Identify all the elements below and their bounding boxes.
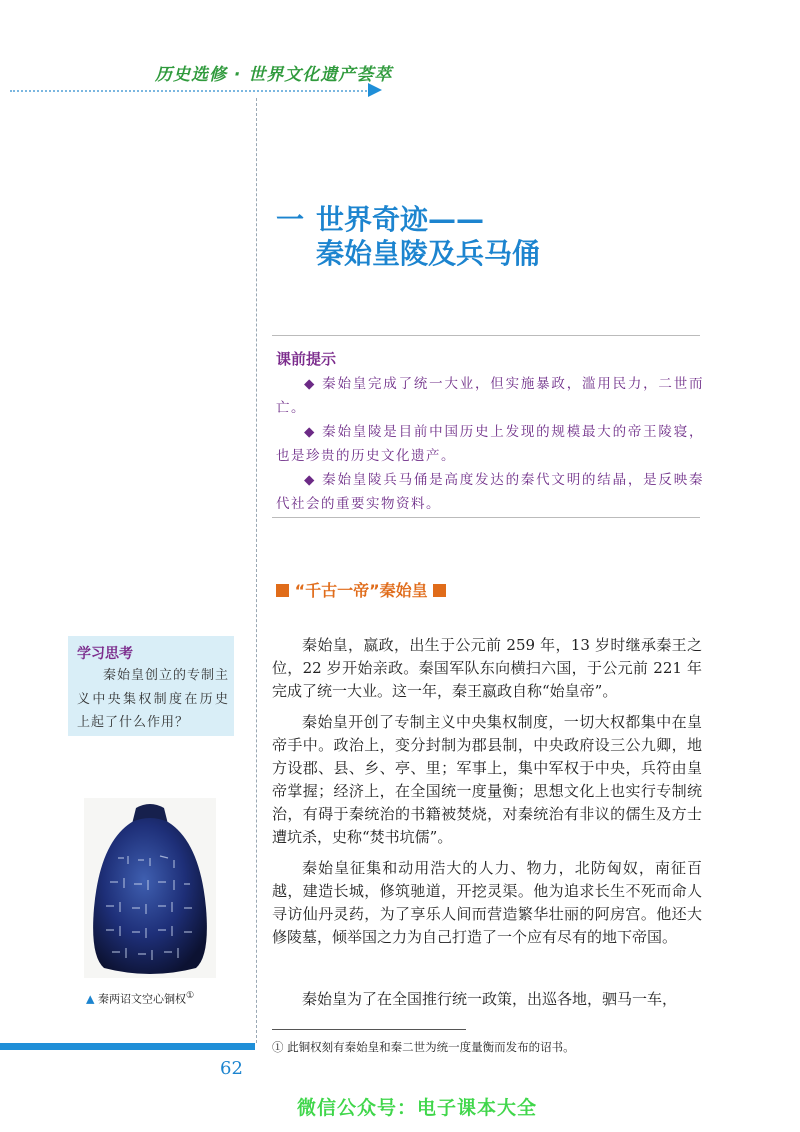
body-paragraph: 秦始皇征集和动用浩大的人力、物力，北防匈奴，南征百越，建造长城，修筑驰道，开挖灵渠。他为追求长生不死而命人寻访仙丹灵药，为了享乐人间而营造繁华壮丽的阿房宫。他还大修陵墓，倾举国之力为自己打造了一个应有尽有的地下帝国。	[272, 859, 702, 946]
preview-tip	[276, 420, 704, 468]
bronze-weight-image	[84, 798, 216, 978]
header-dotted-rule	[10, 90, 370, 92]
preview-top-rule	[272, 335, 700, 336]
body-paragraph: 秦始皇为了在全国推行统一政策，出巡各地，驷马一车，	[302, 990, 678, 1008]
preview-bottom-rule	[272, 517, 700, 518]
section-heading	[276, 578, 446, 601]
arrow-right-icon	[368, 83, 382, 97]
chapter-title-line2: 秦始皇陵及兵马俑	[316, 237, 541, 270]
square-marker-icon	[433, 584, 446, 597]
footer-bar	[0, 1043, 255, 1050]
preview-tip-text: 秦始皇陵是目前中国历史上发现的规模最大的帝王陵寝，也是珍贵的历史文化遗产。	[276, 424, 704, 464]
preview-tip-text: 秦始皇陵兵马俑是高度发达的秦代文明的结晶，是反映秦代社会的重要实物资料。	[276, 472, 704, 512]
body-paragraph: 秦始皇，嬴政，出生于公元前 259 年，13 岁时继承秦王之位，22 岁开始亲政。秦国军队东向横扫六国，于公元前 221 年完成了统一大业。这一年，秦王嬴政自称“始皇帝”。	[272, 636, 702, 700]
chapter-title-line1: 世界奇迹——	[316, 203, 485, 236]
margin-divider	[256, 98, 257, 1043]
study-question-title: 学习思考	[77, 646, 133, 662]
preview-tip	[276, 468, 704, 516]
footnote: ① 此铜权刻有秦始皇和秦二世为统一度量衡而发布的诏书。	[272, 1040, 575, 1054]
page-number: 62	[220, 1058, 243, 1079]
preview-heading: 课前提示	[276, 350, 337, 368]
running-header: 历史选修 · 世界文化遗产荟萃	[155, 65, 393, 85]
diamond-bullet-icon: ◆	[304, 376, 317, 392]
preview-tip-text: 秦始皇完成了统一大业，但实施暴政，滥用民力，二世而亡。	[276, 376, 704, 416]
square-marker-icon	[276, 584, 289, 597]
footnote-rule	[272, 1029, 466, 1030]
diamond-bullet-icon: ◆	[304, 424, 317, 440]
figure-caption	[86, 990, 194, 1007]
figure-caption-text: 秦两诏文空心铜权	[97, 992, 186, 1006]
preview-tip	[276, 372, 704, 420]
chapter-number: 一	[276, 203, 305, 236]
footnote-marker: ①	[185, 990, 195, 1001]
section-heading-text: “千古一帝”秦始皇	[294, 581, 428, 600]
body-paragraph: 秦始皇开创了专制主义中央集权制度，一切大权都集中在皇帝手中。政治上，变分封制为郡县制，中央政府设三公九卿，地方设郡、县、乡、亭、里；军事上，集中军权于中央，兵符由皇帝掌握；经济上，在全国统一度量衡；思想文化上也实行专制统治，有碍于秦统治的书籍被焚烧，对秦统治有非议的儒生及方士遭坑杀，史称“焚书坑儒”。	[272, 713, 702, 846]
watermark: 微信公众号：电子课本大全	[297, 1097, 538, 1119]
diamond-bullet-icon: ◆	[304, 472, 317, 488]
study-question-text: 秦始皇创立的专制主义中央集权制度在历史上起了什么作用？	[77, 668, 230, 730]
triangle-up-icon: ▲	[86, 992, 95, 1006]
